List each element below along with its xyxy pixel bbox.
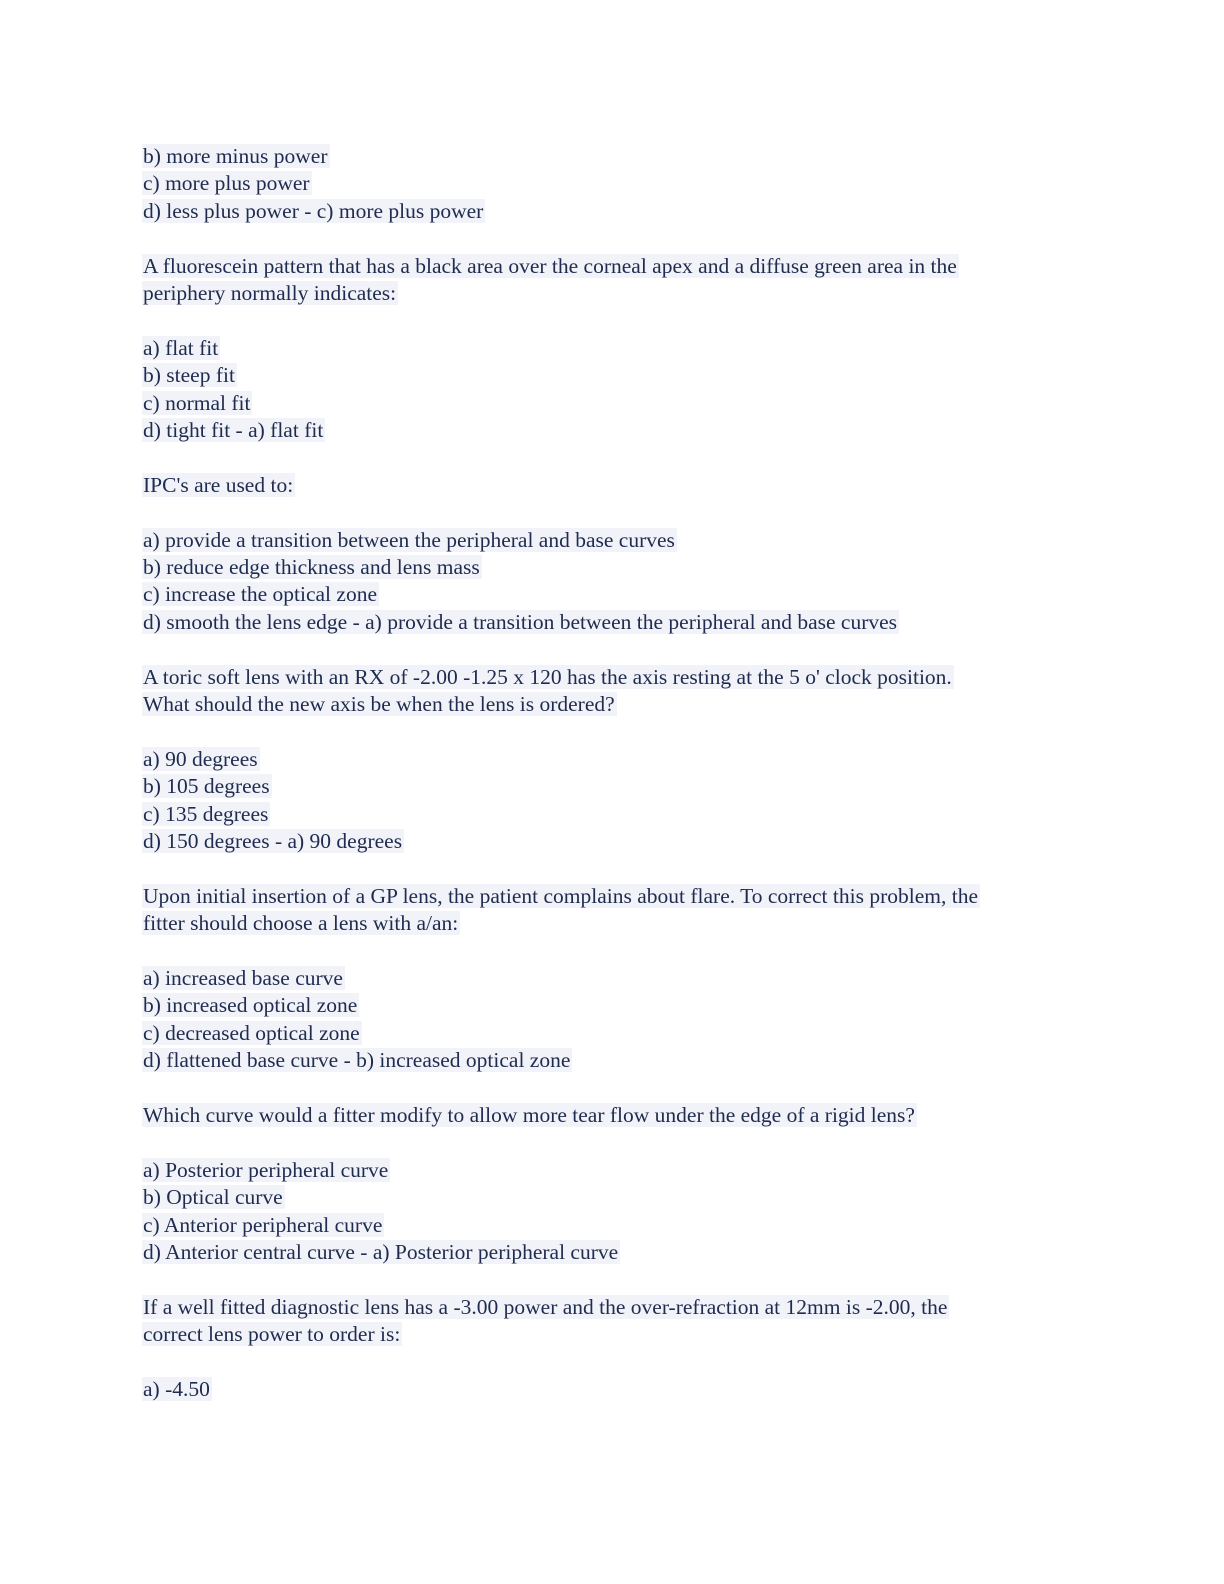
options-block-2	[142, 527, 1102, 637]
question-text: IPC's are used to:	[143, 472, 294, 497]
option-line: b) Optical curve	[143, 1185, 283, 1210]
options-block-6	[142, 1376, 1102, 1403]
document-page	[142, 143, 1102, 1404]
question-text: A toric soft lens with an RX of -2.00 -1.25 x 120 has the axis resting at the 5 o' clock position.	[143, 664, 952, 689]
paragraph-gap	[142, 1129, 1102, 1156]
option-line: d) Anterior central curve - a) Posterior peripheral curve	[143, 1240, 619, 1265]
options-block-5	[142, 1157, 1102, 1267]
option-line: c) decreased optical zone	[143, 1020, 360, 1045]
option-line: c) Anterior peripheral curve	[143, 1212, 383, 1237]
question-text: A fluorescein pattern that has a black area over the corneal apex and a diffuse green area in the	[143, 253, 957, 278]
option-line: a) 90 degrees	[143, 746, 258, 771]
question-block-2	[142, 472, 1102, 499]
question-text: correct lens power to order is:	[143, 1322, 401, 1347]
paragraph-gap	[142, 1075, 1102, 1102]
paragraph-gap	[142, 718, 1102, 745]
option-line: a) -4.50	[143, 1377, 210, 1402]
paragraph-gap	[142, 1267, 1102, 1294]
question-text: fitter should choose a lens with a/an:	[143, 911, 459, 936]
option-line: d) flattened base curve - b) increased optical zone	[143, 1048, 571, 1073]
question-block-4	[142, 883, 1102, 938]
paragraph-gap	[142, 499, 1102, 526]
options-block-4	[142, 965, 1102, 1075]
paragraph-gap	[142, 636, 1102, 663]
option-line: b) reduce edge thickness and lens mass	[143, 555, 480, 580]
option-line: d) tight fit - a) flat fit	[143, 418, 324, 443]
option-line: b) 105 degrees	[143, 774, 270, 799]
option-line: d) less plus power - c) more plus power	[143, 198, 484, 223]
question-block-1	[142, 253, 1102, 308]
options-block-1	[142, 335, 1102, 445]
question-block-3	[142, 664, 1102, 719]
question-text: Upon initial insertion of a GP lens, the patient complains about flare. To correct this problem, the	[143, 883, 979, 908]
paragraph-gap	[142, 307, 1102, 334]
paragraph-gap	[142, 1349, 1102, 1376]
option-line: b) more minus power	[143, 144, 328, 168]
question-block-5	[142, 1102, 1102, 1129]
question-text: Which curve would a fitter modify to allow more tear flow under the edge of a rigid lens?	[143, 1103, 915, 1128]
question-text: If a well fitted diagnostic lens has a -3.00 power and the over-refraction at 12mm is -2.00, the	[143, 1294, 948, 1319]
option-line: d) smooth the lens edge - a) provide a transition between the peripheral and base curves	[143, 609, 898, 634]
option-line: c) increase the optical zone	[143, 582, 377, 607]
option-line: a) Posterior peripheral curve	[143, 1157, 389, 1182]
paragraph-gap	[142, 938, 1102, 965]
paragraph-gap	[142, 225, 1102, 252]
option-line: b) steep fit	[143, 363, 235, 388]
question-block-6	[142, 1294, 1102, 1349]
option-line: a) provide a transition between the peripheral and base curves	[143, 527, 675, 552]
option-line: c) more plus power	[143, 171, 310, 196]
option-line: b) increased optical zone	[143, 993, 358, 1018]
option-line: d) 150 degrees - a) 90 degrees	[143, 829, 403, 854]
options-block-3	[142, 746, 1102, 856]
question-text: periphery normally indicates:	[143, 281, 397, 306]
paragraph-gap	[142, 855, 1102, 882]
paragraph-gap	[142, 444, 1102, 471]
question-text: What should the new axis be when the lens is ordered?	[143, 692, 615, 717]
option-line: a) increased base curve	[143, 966, 343, 991]
option-line: c) normal fit	[143, 390, 251, 415]
option-line: a) flat fit	[143, 335, 219, 360]
option-line: c) 135 degrees	[143, 801, 269, 826]
continued-options	[142, 143, 1102, 225]
